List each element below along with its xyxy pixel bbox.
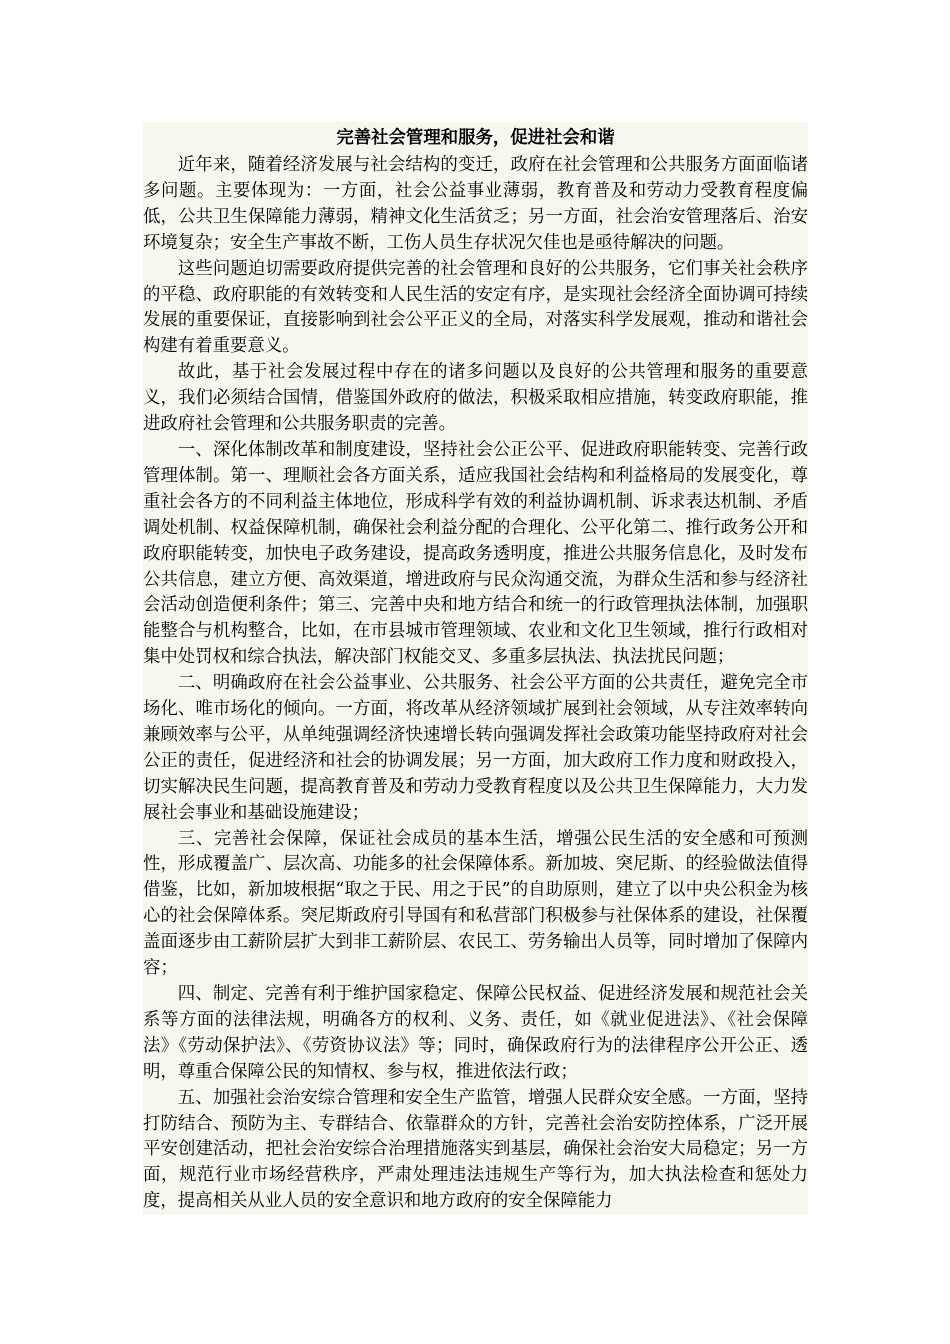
document-page xyxy=(143,122,808,1215)
paragraph-significance: 这些问题迫切需要政府提供完善的社会管理和良好的公共服务，它们事关社会秩序的平稳、政府职能的有效转变和人民生活的安定有序，是实现社会经济全面协调可持续发展的重要保证，直接影响到社会公平正义的全局，对落实科学发展观，推动和谐社会构建有着重要意义。 xyxy=(143,258,808,357)
document-title: 完善社会管理和服务，促进社会和谐 xyxy=(336,128,615,148)
paragraph-measure-2: 二、明确政府在社会公益事业、公共服务、社会公平方面的公共责任，避免完全市场化、唯市场化的倾向。一方面，将改革从经济领域扩展到社会领域，从专注效率转向兼顾效率与公平，从单纯强调经济快速增长转向强调发挥社会政策功能坚持政府对社会公正的责任，促进经济和社会的协调发展；另一方面，加大政府工作力度和财政投入，切实解决民生问题，提高教育普及和劳动力受教育程度以及公共卫生保障能力，大力发展社会事业和基础设施建设； xyxy=(143,673,808,823)
paragraph-measure-3: 三、完善社会保障，保证社会成员的基本生活，增强公民生活的安全感和可预测性，形成覆盖广、层次高、功能多的社会保障体系。新加坡、突尼斯、的经验做法值得借鉴，比如，新加坡根据“取之于民、用之于民”的自助原则，建立了以中央公积金为核心的社会保障体系。突尼斯政府引导国有和私营部门积极参与社保体系的建设，社保覆盖面逐步由工薪阶层扩大到非工薪阶层、农民工、劳务输出人员等，同时增加了保障内容； xyxy=(143,828,808,979)
paragraph-conclusion: 故此，基于社会发展过程中存在的诸多问题以及良好的公共管理和服务的重要意义，我们必须结合国情，借鉴国外政府的做法，积极采取相应措施，转变政府职能，推进政府社会管理和公共服务职责的完善。 xyxy=(143,362,808,435)
paragraph-measure-1: 一、深化体制改革和制度建设，坚持社会公正公平、促进政府职能转变、完善行政管理体制。第一、理顺社会各方面关系，适应我国社会结构和利益格局的发展变化，尊重社会各方的不同利益主体地位，形成科学有效的利益协调机制、诉求表达机制、矛盾调处机制、权益保障机制，确保社会利益分配的合理化、公平化第二、推行政务公开和政府职能转变，加快电子政务建设，提高政务透明度，推进公共服务信息化，及时发布公共信息，建立方便、高效渠道，增进政府与民众沟通交流，为群众生活和参与经济社会活动创造便利条件；第三、完善中央和地方结合和统一的行政管理执法体制，加强职能整合与机构整合，比如，在市县城市管理领域、农业和文化卫生领域，推行行政相对集中处罚权和综合执法，解决部门权能交叉、多重多层执法、执法扰民问题； xyxy=(143,439,808,668)
paragraph-measure-5: 五、加强社会治安综合管理和安全生产监管，增强人民群众安全感。一方面，坚持打防结合、预防为主、专群结合、依靠群众的方针，完善社会治安防控体系，广泛开展平安创建活动，把社会治安综合治理措施落实到基层，确保社会治安大局稳定；另一方面，规范行业市场经营秩序，严肃处理违法违规生产等行为，加大执法检查和惩处力度，提高相关从业人员的安全意识和地方政府的安全保障能力 xyxy=(143,1087,808,1212)
paragraph-intro: 近年来，随着经济发展与社会结构的变迁，政府在社会管理和公共服务方面面临诸多问题。主要体现为：一方面，社会公益事业薄弱，教育普及和劳动力受教育程度偏低，公共卫生保障能力薄弱，精神文化生活贫乏；另一方面，社会治安管理落后、治安环境复杂；安全生产事故不断，工伤人员生存状况欠佳也是亟待解决的问题。 xyxy=(143,155,808,253)
paragraph-measure-4: 四、制定、完善有利于维护国家稳定、保障公民权益、促进经济发展和规范社会关系等方面的法律法规，明确各方的权利、义务、责任，如《就业促进法》、《社会保障法》《劳动保护法》、《劳资协议法》等；同时，确保政府行为的法律程序公开公正、透明，尊重合保障公民的知情权、参与权，推进依法行政； xyxy=(143,984,808,1082)
